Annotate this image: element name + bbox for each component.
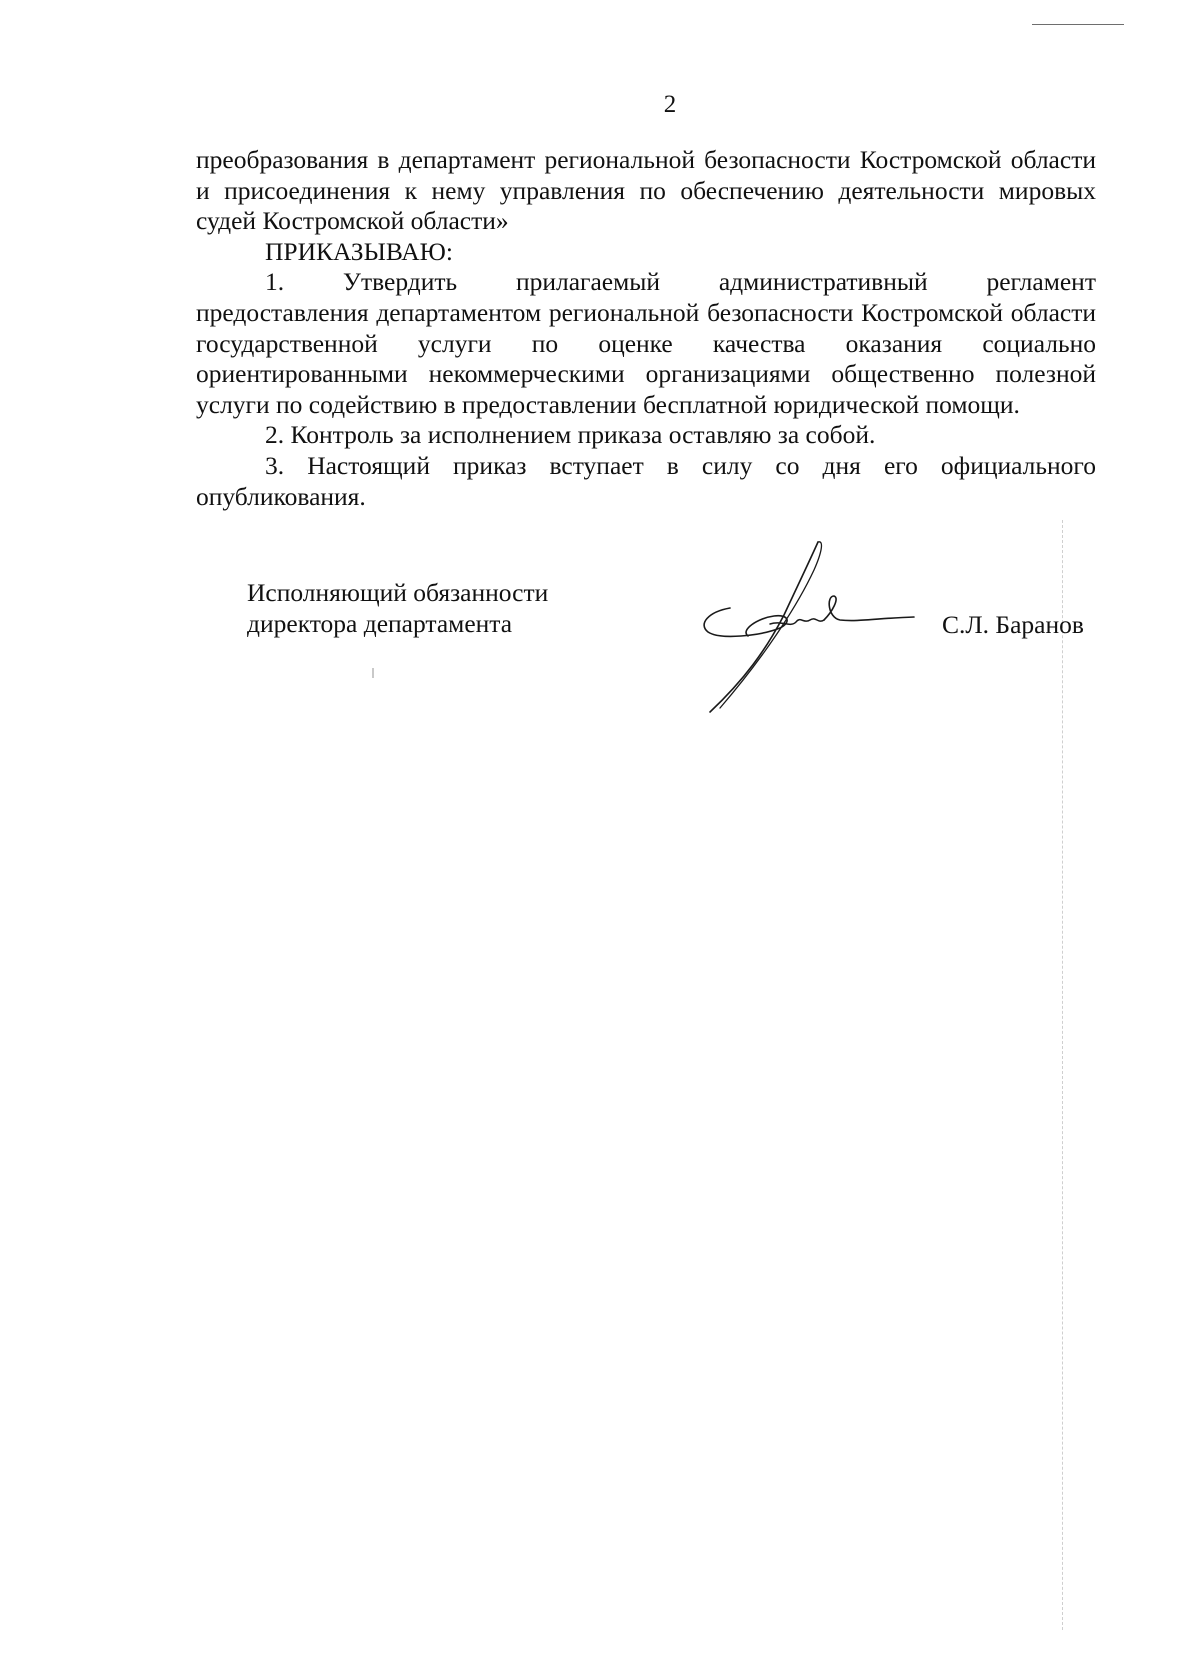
item1-paragraph: предоставления департаментом региональной безопасности Костромской области государственной услуги по оценке качества оказания социально ориентированными некоммерческими организациями общественно полезной услуги по содействию в предоставлении бесплатной юридической помощи. (196, 297, 1096, 419)
item2-paragraph: 2. Контроль за исполнением приказа оставляю за собой. (265, 420, 876, 450)
item3-paragraph: 3. Настоящий приказ вступает в силу со дня его официального опубликования. (196, 450, 1096, 511)
order-heading: ПРИКАЗЫВАЮ: (265, 236, 453, 266)
item1-word: регламент (986, 267, 1096, 297)
intro-paragraph: преобразования в департамент региональной безопасности Костромской области и присоединения к нему управления по обеспечению деятельности мировых судей Костромской области» (196, 145, 1096, 236)
page-number: 2 (663, 91, 677, 118)
scan-speck (372, 668, 374, 678)
signatory-position (247, 578, 548, 639)
item1-word: административный (718, 267, 928, 297)
document-body (196, 145, 1096, 512)
signature-strokes (704, 542, 914, 712)
item1-word: прилагаемый (515, 267, 661, 297)
signatory-position-line: Исполняющий обязанности (247, 578, 549, 607)
scan-edge-artifact (1062, 520, 1063, 1630)
signatory-name: С.Л. Баранов (942, 610, 1084, 639)
item1-word: 1. (265, 267, 285, 297)
scan-artifact-line (1032, 24, 1124, 25)
item1-word: Утвердить (342, 267, 458, 297)
item1-first-line (196, 267, 1096, 298)
signatory-position-line: директора департамента (247, 608, 513, 638)
handwritten-signature (700, 540, 920, 715)
